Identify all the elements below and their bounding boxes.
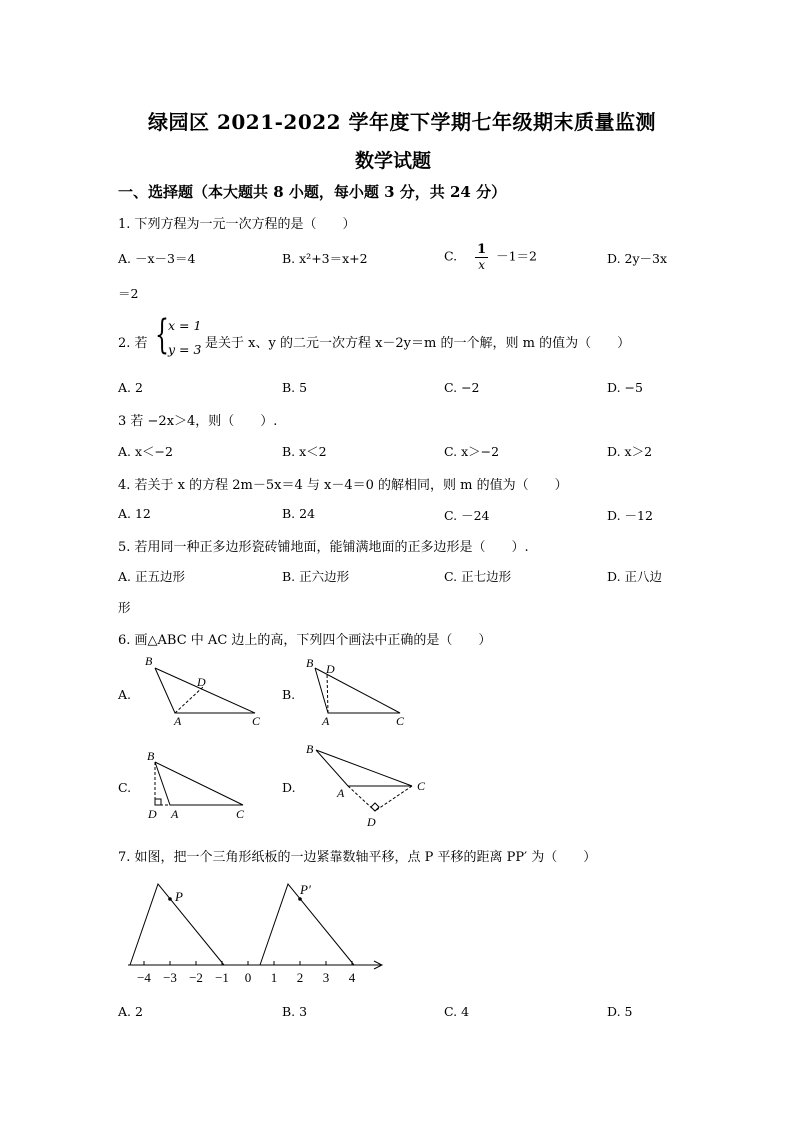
fig-b-label-b: B [306, 656, 314, 670]
q3-stem: 3 若 −2x＞4，则（ ）. [118, 414, 278, 429]
q5-option-d: D. 正八边 [607, 569, 663, 584]
q2-option-c: C. −2 [444, 380, 480, 395]
label-p-prime: P′ [300, 882, 311, 897]
fig-d-label-c: C [417, 779, 426, 793]
tick-label: 4 [348, 970, 356, 985]
system-brace-icon: { [155, 312, 169, 358]
figure-d-triangle [316, 750, 412, 811]
q6-option-a: A. [118, 687, 132, 702]
q1-option-b: B. x²+3＝x+2 [282, 251, 368, 266]
q1-stem: 1. 下列方程为一元一次方程的是（ ） [118, 217, 356, 232]
q6-option-b: B. [282, 687, 296, 702]
q4-stem: 4. 若关于 x 的方程 2m－5x＝4 与 x－4＝0 的解相同，则 m 的值为（ ） [118, 478, 568, 493]
fig-d-label-d: D [367, 815, 376, 829]
q2-option-a: A. 2 [118, 380, 143, 395]
q1-option-a: A. －x－3＝4 [118, 251, 196, 266]
q3-option-c: C. x＞−2 [444, 444, 500, 459]
fig-b-label-d: D [326, 662, 335, 676]
page-title: 绿园区 2021-2022 学年度下学期七年级期末质量监测 [148, 110, 657, 134]
q7-option-a: A. 2 [118, 1004, 143, 1019]
q5-option-b: B. 正六边形 [282, 569, 350, 584]
q6-option-d: D. [282, 780, 296, 795]
fig-c-label-b: B [147, 749, 155, 763]
q1-fraction-num: 1 [477, 242, 487, 257]
q5-option-d-cont: 形 [118, 600, 131, 615]
point-p [168, 897, 172, 901]
q2-stem: 是关于 x、y 的二元一次方程 x－2y＝m 的一个解，则 m 的值为（ ） [205, 336, 631, 351]
fig-b-label-a: A [322, 714, 330, 728]
q1-option-d: D. 2y－3x [607, 251, 668, 266]
q7-option-c: C. 4 [444, 1004, 470, 1019]
q6-stem: 6. 画△ABC 中 AC 边上的高，下列四个画法中正确的是（ ） [118, 633, 492, 648]
q3-option-a: A. x＜−2 [118, 444, 173, 459]
q1-option-d-cont: ＝2 [118, 286, 139, 301]
fig-d-label-a: A [337, 786, 345, 800]
fig-c-label-a: A [171, 807, 179, 821]
fig-c-label-d: D [148, 807, 157, 821]
tick-label: −4 [137, 970, 151, 985]
q2-eq1: x = 1 [168, 318, 202, 333]
q7-stem: 7. 如图，把一个三角形纸板的一边紧靠数轴平移，点 P 平移的距离 PP′ 为（ ） [118, 850, 597, 865]
tick-label: −1 [215, 970, 229, 985]
number-line-figure [120, 872, 390, 987]
q1-option-c-label: C. [444, 248, 458, 264]
tick-label: 0 [244, 970, 252, 985]
section-heading: 一、选择题（本大题共 8 小题，每小题 3 分，共 24 分） [118, 183, 507, 201]
q4-option-a: A. 12 [118, 506, 151, 521]
q2-eq2: y = 3 [168, 342, 202, 357]
q5-option-c: C. 正七边形 [444, 569, 512, 584]
tick-label: 1 [270, 970, 278, 985]
fig-c-label-c: C [236, 807, 245, 821]
tick-label: 3 [322, 970, 330, 985]
q3-option-d: D. x＞2 [607, 444, 653, 459]
point-p-prime [298, 897, 302, 901]
q5-stem: 5. 若用同一种正多边形瓷砖铺地面，能铺满地面的正多边形是（ ）. [118, 540, 529, 555]
q6-option-c: C. [118, 780, 132, 795]
q7-option-d: D. 5 [607, 1004, 633, 1019]
q4-option-b: B. 24 [282, 506, 316, 521]
fig-d-label-b: B [306, 742, 314, 756]
tick-label: −3 [163, 970, 177, 985]
fig-a-label-a: A [174, 714, 182, 728]
q2-prefix: 2. 若 [118, 336, 148, 351]
q5-option-a: A. 正五边形 [118, 569, 185, 584]
fig-a-label-d: D [197, 675, 206, 689]
page-subtitle: 数学试题 [355, 150, 432, 172]
fig-a-label-c: C [252, 714, 261, 728]
q2-option-b: B. 5 [282, 380, 308, 395]
tick-label: −2 [189, 970, 203, 985]
fig-a-label-b: B [145, 654, 153, 668]
q4-option-d: D. －12 [607, 508, 653, 523]
q7-option-b: B. 3 [282, 1004, 308, 1019]
label-p: P [175, 889, 183, 904]
q4-option-c: C. －24 [444, 508, 490, 523]
q3-option-b: B. x＜2 [282, 444, 327, 459]
q1-option-c-rest: －1＝2 [496, 248, 538, 264]
q2-option-d: D. −5 [607, 380, 643, 395]
q1-fraction-den: x [478, 258, 485, 272]
figure-c-triangle [155, 762, 243, 805]
fig-b-label-c: C [396, 714, 405, 728]
tick-label: 2 [296, 970, 304, 985]
